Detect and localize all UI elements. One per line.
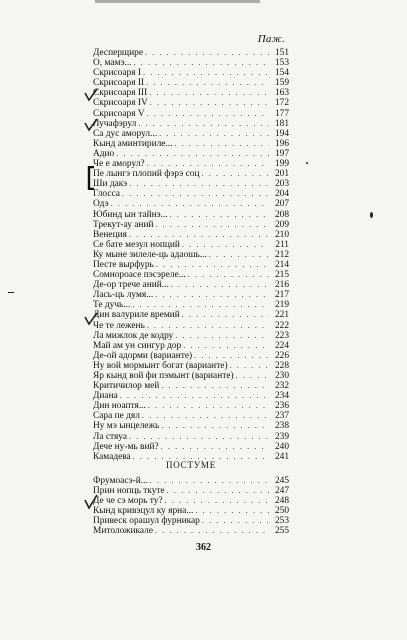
toc-entry: [93, 411, 289, 421]
toc-entry-page: 232: [274, 381, 289, 392]
dot-leader: [142, 411, 269, 421]
toc-entry-page: 255: [274, 526, 289, 537]
dot-leader: [129, 179, 269, 189]
toc-entry-title: Скрисоаря IV: [93, 98, 148, 109]
toc-entry: [93, 496, 289, 506]
toc-entry-page: 253: [274, 516, 289, 527]
toc-entry: [93, 401, 289, 411]
dot-leader: [138, 119, 269, 129]
dot-leader: [134, 58, 269, 68]
dot-leader: [132, 300, 269, 310]
toc-entry: [93, 371, 289, 381]
toc-entry-title: Дин ноаптя...: [93, 401, 146, 412]
toc-entry: [93, 391, 289, 401]
toc-entry-title: Скрисоаря I: [93, 68, 141, 79]
toc-entry: [93, 149, 289, 159]
toc-entry-page: 219: [274, 300, 289, 311]
toc-entry: [93, 68, 289, 78]
toc-entry: [93, 129, 289, 139]
dot-leader: [145, 48, 269, 58]
toc-entry: [93, 139, 289, 149]
toc-entry: [93, 506, 289, 516]
dot-leader: [155, 220, 269, 230]
toc-entry: [93, 280, 289, 290]
toc-entry-page: 240: [274, 441, 289, 452]
toc-entry-page: 215: [274, 270, 289, 281]
toc-entry-title: Че те лежень: [93, 320, 145, 331]
toc-entry: [93, 300, 289, 310]
toc-entry-title: Адио: [93, 148, 115, 159]
dot-leader: [209, 250, 269, 260]
toc-entry-page: 163: [274, 88, 289, 99]
section-heading: ПОСТУМЕ: [165, 460, 217, 470]
toc-entry-title: Ла стяуа: [93, 431, 128, 442]
toc-entry-title: Де-ой адорми (варианте): [93, 350, 193, 361]
toc-entry-page: 248: [274, 496, 289, 507]
dot-leader: [156, 260, 269, 270]
toc-entry-page: 181: [274, 118, 289, 129]
toc-entry-title: Критичилор мей: [93, 381, 160, 392]
dot-leader: [161, 381, 269, 391]
dot-leader: [194, 351, 269, 361]
toc-entry-page: 210: [274, 229, 289, 240]
toc-entry-page: 238: [274, 421, 289, 432]
toc-entry: [93, 516, 289, 526]
table-of-contents: [93, 48, 289, 462]
toc-entry-title: Юбинд ын тайнэ...: [93, 209, 168, 220]
toc-entry-page: 154: [274, 68, 289, 79]
dot-leader: [170, 210, 269, 220]
toc-entry-page: 217: [274, 290, 289, 301]
toc-entry-title: Де че сэ морь ту?: [93, 496, 163, 507]
scan-dash: [8, 292, 14, 293]
toc-entry: [93, 119, 289, 129]
dot-leader: [167, 486, 269, 496]
dot-leader: [146, 78, 269, 88]
toc-entry-page: 223: [274, 330, 289, 341]
toc-entry-title: Ну вой мормынт богат (варианте): [93, 360, 228, 371]
toc-entry: [93, 179, 289, 189]
dot-leader: [111, 199, 269, 209]
toc-entry: [93, 310, 289, 320]
dot-leader: [143, 68, 269, 78]
toc-entry: [93, 361, 289, 371]
toc-entry-page: 208: [274, 209, 289, 220]
toc-entry: [93, 220, 289, 230]
toc-entry-title: Пе лынгэ плопий фэрэ соц: [93, 169, 200, 180]
dot-leader: [183, 341, 269, 351]
toc-entry-page: 214: [274, 259, 289, 270]
toc-entry-title: Митоложикале: [93, 526, 154, 537]
dot-leader: [150, 98, 269, 108]
dot-leader: [165, 496, 269, 506]
toc-entry-title: Десперщире: [93, 48, 144, 58]
toc-entry-page: 247: [274, 486, 289, 497]
toc-entry-title: Ку мыне зилеле-ць адаошь...: [93, 249, 207, 260]
toc-entry-page: 237: [274, 411, 289, 422]
toc-entry-page: 209: [274, 219, 289, 230]
scan-speck: [306, 162, 308, 164]
toc-entry-title: Ши дакэ: [93, 179, 128, 190]
table-of-contents-postume: [93, 476, 289, 537]
toc-entry-page: 226: [274, 350, 289, 361]
toc-entry: [93, 331, 289, 341]
toc-entry-page: 236: [274, 401, 289, 412]
toc-entry-title: О, мамэ...: [93, 58, 132, 69]
toc-entry-page: 177: [274, 108, 289, 119]
toc-entry: [93, 321, 289, 331]
toc-entry: [93, 88, 289, 98]
toc-entry: [93, 169, 289, 179]
page-number: 362: [196, 542, 211, 553]
toc-entry-title: Ну мэ ынцележь: [93, 421, 160, 432]
dot-leader: [150, 476, 269, 486]
toc-entry-page: 199: [274, 159, 289, 170]
toc-entry-title: Кынд кривэцул ку ярна...: [93, 506, 194, 517]
toc-entry-title: Лась-ць лумя...: [93, 290, 154, 301]
toc-entry: [93, 442, 289, 452]
toc-entry-title: Песте вырфурь: [93, 259, 154, 270]
toc-entry-page: 153: [274, 58, 289, 69]
toc-entry-page: 196: [274, 138, 289, 149]
toc-entry-page: 203: [274, 179, 289, 190]
dot-leader: [171, 280, 269, 290]
toc-entry-page: 172: [274, 98, 289, 109]
toc-entry-title: Диана: [93, 391, 118, 402]
toc-entry-page: 222: [274, 320, 289, 331]
dot-leader: [116, 149, 269, 159]
toc-entry: [93, 189, 289, 199]
toc-entry-title: Лучафэрул: [93, 118, 137, 129]
toc-entry-title: Одэ: [93, 199, 109, 210]
toc-entry-page: 250: [274, 506, 289, 517]
dot-leader: [122, 189, 269, 199]
dot-leader: [175, 331, 269, 341]
toc-entry-title: Привеск орашул фурникар: [93, 516, 200, 527]
dot-leader: [182, 240, 269, 250]
dot-leader: [236, 371, 269, 381]
toc-entry: [93, 270, 289, 280]
toc-entry: [93, 48, 289, 58]
toc-entry: [93, 58, 289, 68]
toc-entry-page: 204: [274, 189, 289, 200]
dot-leader: [161, 421, 269, 431]
toc-entry: [93, 210, 289, 220]
dot-leader: [202, 516, 269, 526]
toc-entry-title: Дече ну-мь вий?: [93, 441, 159, 452]
toc-entry-title: Че е аморул?: [93, 159, 145, 170]
dot-leader: [195, 506, 269, 516]
scan-speck: [370, 212, 373, 218]
toc-entry-title: Те дучь...: [93, 300, 131, 311]
toc-entry: [93, 78, 289, 88]
toc-entry: [93, 432, 289, 442]
toc-entry-title: Камадева: [93, 451, 131, 462]
dot-leader: [148, 401, 269, 411]
dot-leader: [188, 270, 269, 280]
toc-entry-title: Яр кынд вой фи пэмынт (варианте): [93, 371, 234, 381]
toc-entry-title: Фрумоасэ-й...: [93, 476, 148, 486]
toc-entry-page: 194: [274, 128, 289, 139]
toc-entry: [93, 260, 289, 270]
toc-entry: [93, 351, 289, 361]
toc-entry-page: 151: [274, 48, 289, 58]
toc-entry-page: 228: [274, 360, 289, 371]
toc-entry-page: 216: [274, 280, 289, 291]
toc-entry-title: Сомнороасе пэсэреле...: [93, 270, 186, 281]
toc-entry: [93, 109, 289, 119]
dot-leader: [155, 290, 269, 300]
toc-entry-title: Глосса: [93, 189, 120, 200]
toc-entry-page: 211: [275, 239, 289, 250]
dot-leader: [155, 526, 269, 536]
toc-entry: [93, 98, 289, 108]
toc-entry-title: Дин валуриле времий: [93, 310, 180, 321]
toc-entry-page: 159: [274, 78, 289, 89]
toc-entry-page: 207: [274, 199, 289, 210]
toc-entry-page: 230: [274, 371, 289, 381]
toc-entry: [93, 486, 289, 496]
dot-leader: [120, 391, 269, 401]
toc-entry: [93, 240, 289, 250]
dot-leader: [147, 109, 269, 119]
dot-leader: [129, 432, 269, 442]
dot-leader: [175, 139, 270, 149]
toc-entry-title: Трекут-ау аний: [93, 219, 154, 230]
toc-entry-title: Скрисоаря V: [93, 108, 145, 119]
toc-entry-page: 239: [274, 431, 289, 442]
dot-leader: [202, 169, 269, 179]
toc-entry: [93, 341, 289, 351]
dot-leader: [147, 321, 269, 331]
dot-leader: [129, 230, 269, 240]
toc-entry-title: Се бате мезул нопций: [93, 239, 180, 250]
toc-entry-title: Скрисоаря II: [93, 78, 145, 89]
toc-entry-page: 241: [274, 451, 289, 462]
toc-entry: [93, 526, 289, 536]
dot-leader: [149, 88, 269, 98]
toc-entry-title: Са дус аморул...: [93, 128, 158, 139]
toc-entry-title: Сара пе дял: [93, 411, 140, 422]
scan-edge: [95, 0, 260, 3]
toc-entry-page: 197: [274, 148, 289, 159]
toc-entry-title: Ла мижлок де кодру: [93, 330, 174, 341]
toc-entry: [93, 159, 289, 169]
toc-entry: [93, 476, 289, 486]
toc-entry-page: 221: [274, 310, 289, 321]
dot-leader: [147, 159, 269, 169]
dot-leader: [182, 310, 269, 320]
toc-entry: [93, 230, 289, 240]
toc-entry-title: Венеция: [93, 229, 127, 240]
toc-entry-title: Кынд аминтириле...: [93, 138, 173, 149]
page-column-label: Паж.: [257, 33, 285, 45]
dot-leader: [230, 361, 269, 371]
toc-entry-title: Де-ор трече аний...: [93, 280, 169, 291]
toc-entry: [93, 199, 289, 209]
toc-entry: [93, 381, 289, 391]
toc-entry-page: 224: [274, 340, 289, 351]
toc-entry-page: 201: [274, 169, 289, 180]
toc-entry-page: 245: [274, 476, 289, 486]
dot-leader: [161, 442, 269, 452]
dot-leader: [159, 129, 269, 139]
toc-entry-page: 234: [274, 391, 289, 402]
toc-entry: [93, 421, 289, 431]
toc-entry-page: 212: [274, 249, 289, 260]
toc-entry: [93, 250, 289, 260]
toc-entry-title: Скрисоаря III: [93, 88, 148, 99]
toc-entry-title: Прин нопць ткуте: [93, 486, 165, 497]
toc-entry: [93, 290, 289, 300]
toc-entry-title: Май ам ун сингур дор: [93, 340, 182, 351]
